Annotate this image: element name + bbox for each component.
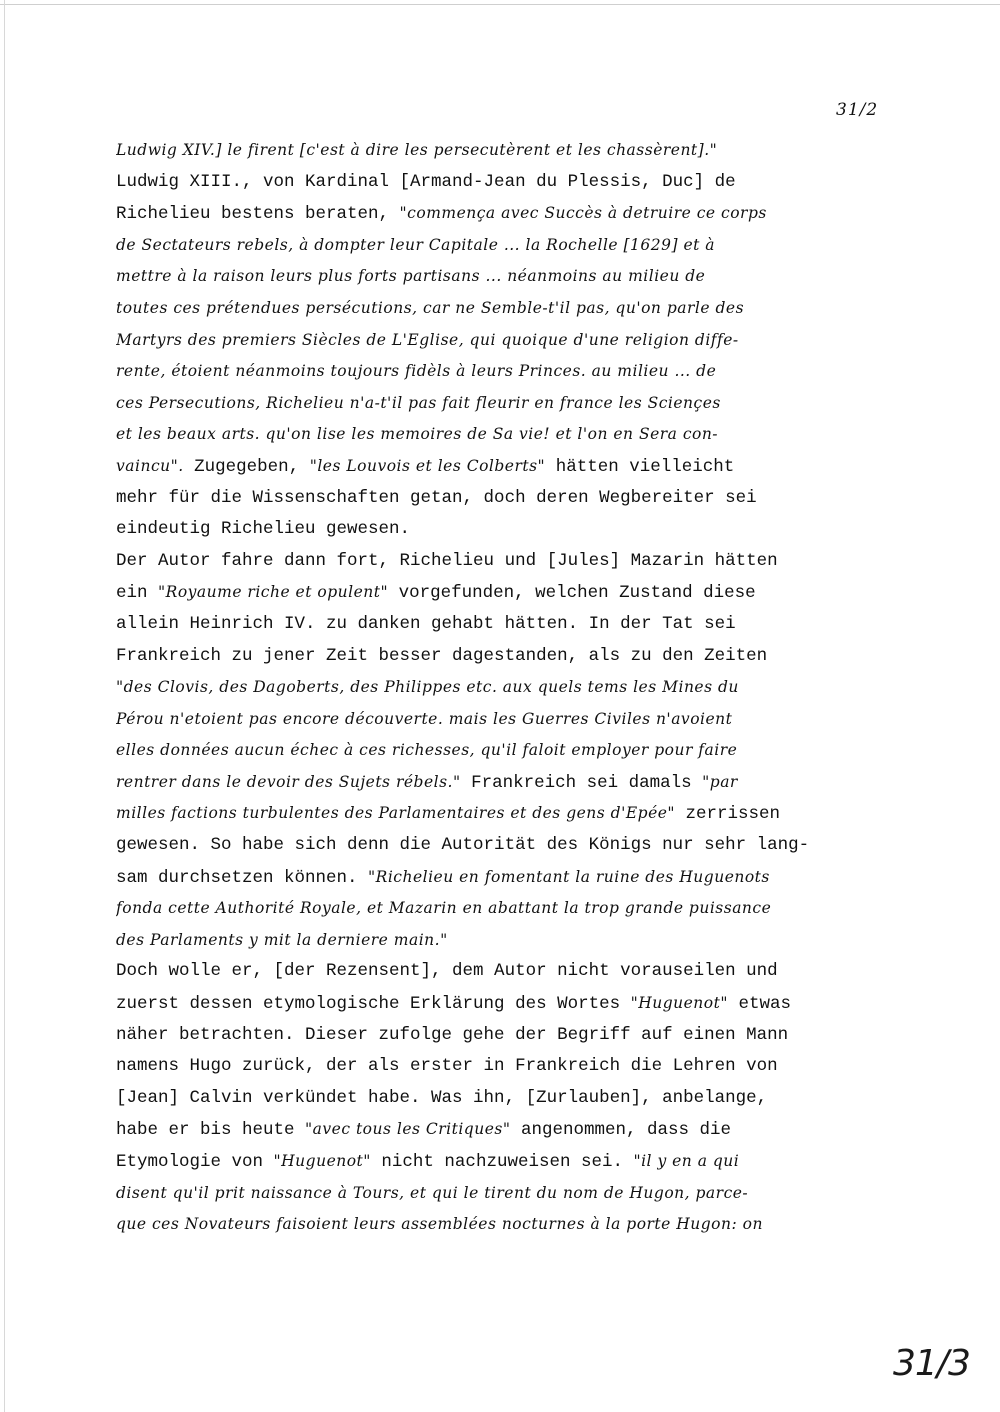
text-line xyxy=(116,1114,906,1146)
text-line xyxy=(116,1051,906,1083)
german-text: namens Hugo zurück, der als erster in Frankreich die Lehren von xyxy=(116,1056,778,1077)
german-text: Frankreich sei damals xyxy=(460,772,703,793)
text-line xyxy=(116,1209,906,1241)
page-number: 31/2 xyxy=(836,100,879,120)
quoted-french-text: "par xyxy=(702,772,738,791)
german-text: vorgefunden, welchen Zustand diese xyxy=(388,583,756,604)
german-text: nicht nachzuweisen sei. xyxy=(370,1152,634,1172)
quoted-french-text: "Huguenot" xyxy=(273,1152,371,1170)
text-line xyxy=(116,672,906,704)
german-text: zerrissen xyxy=(675,804,781,825)
text-line xyxy=(116,988,906,1020)
text-line xyxy=(116,135,906,167)
quoted-french-text: vaincu". xyxy=(116,456,184,475)
quoted-french-text: et les beaux arts. qu'on lise les memoires de Sa vie! et l'on en Sera con- xyxy=(116,425,719,444)
text-line xyxy=(116,1146,906,1178)
text-line xyxy=(116,1020,906,1052)
german-text: etwas xyxy=(727,994,791,1015)
text-line xyxy=(116,1178,906,1210)
german-text: ein xyxy=(116,583,159,604)
quoted-french-text: "Huguenot" xyxy=(630,994,728,1013)
text-line xyxy=(116,230,906,262)
quoted-french-text: "des Clovis, des Dagoberts, des Philippes etc. aux quels tems les Mines du xyxy=(116,678,739,697)
text-line xyxy=(116,325,906,357)
text-line xyxy=(116,798,906,830)
german-text: habe er bis heute xyxy=(116,1120,306,1141)
german-text: [Jean] Calvin verkündet habe. Was ihn, [Zurlauben], anbelange, xyxy=(116,1087,768,1108)
text-line xyxy=(116,483,906,515)
text-line xyxy=(116,451,906,483)
text-line xyxy=(116,356,906,388)
quoted-french-text: mettre à la raison leurs plus forts partisans ... néanmoins au milieu de xyxy=(116,267,706,286)
text-line xyxy=(116,641,906,673)
german-text: Doch wolle er, [der Rezensent], dem Autor nicht vorauseilen und xyxy=(116,961,778,982)
text-line xyxy=(116,261,906,293)
scan-edge-left xyxy=(4,0,5,1412)
text-line xyxy=(116,388,906,420)
text-line xyxy=(116,1083,906,1115)
text-line xyxy=(116,956,906,988)
text-line xyxy=(116,419,906,451)
quoted-french-text: "avec tous les Critiques" xyxy=(305,1120,511,1139)
german-text: mehr für die Wissenschaften getan, doch deren Wegbereiter sei xyxy=(116,487,757,508)
german-text: näher betrachten. Dieser zufolge gehe der Begriff auf einen Mann xyxy=(116,1024,789,1045)
text-line xyxy=(116,577,906,609)
quoted-french-text: Pérou n'etoient pas encore découverte. mais les Guerres Civiles n'avoient xyxy=(116,709,733,728)
german-text: Der Autor fahre dann fort, Richelieu und [Jules] Mazarin hätten xyxy=(116,550,778,571)
quoted-french-text: toutes ces prétendues persécutions, car ne Semble-t'il pas, qu'on parle des xyxy=(116,298,745,317)
quoted-french-text: "commença avec Succès à detruire ce corps xyxy=(399,204,767,223)
quoted-french-text: rente, étoient néanmoins toujours fidèls à leurs Princes. au milieu ... de xyxy=(116,362,717,381)
quoted-french-text: que ces Novateurs faisoient leurs assemblées nocturnes à la porte Hugon: on xyxy=(116,1215,763,1234)
quoted-french-text: elles données aucun échec à ces richesses, qu'il faloit employer pour faire xyxy=(116,741,738,760)
text-line xyxy=(116,546,906,578)
german-text: Richelieu bestens beraten, xyxy=(116,204,400,225)
text-line xyxy=(116,293,906,325)
text-line xyxy=(116,830,906,862)
quoted-french-text: Martyrs des premiers Siècles de L'Eglise, qui quoique d'une religion diffe- xyxy=(116,330,739,349)
quoted-french-text: des Parlaments y mit la derniere main." xyxy=(116,930,448,949)
text-line xyxy=(116,925,906,957)
document-body xyxy=(116,135,906,1241)
text-line xyxy=(116,514,906,546)
quoted-french-text: "Royaume riche et opulent" xyxy=(158,583,389,602)
quoted-french-text: rentrer dans le devoir des Sujets rébels." xyxy=(116,772,461,791)
german-text: allein Heinrich IV. zu danken gehabt hätten. In der Tat sei xyxy=(116,613,736,634)
german-text: Etymologie von xyxy=(116,1152,274,1172)
text-line xyxy=(116,167,906,199)
quoted-french-text: de Sectateurs rebels, à dompter leur Capitale ... la Rochelle [1629] et à xyxy=(116,235,716,254)
text-line xyxy=(116,198,906,230)
text-line xyxy=(116,767,906,799)
german-text: zuerst dessen etymologische Erklärung des Wortes xyxy=(116,994,631,1015)
scan-edge-top xyxy=(0,4,1000,5)
text-line xyxy=(116,735,906,767)
german-text: Zugegeben, xyxy=(183,456,310,477)
german-text: Frankreich zu jener Zeit besser dagestanden, als zu den Zeiten xyxy=(116,645,768,666)
quoted-french-text: Ludwig XIV.] le firent [c'est à dire les persecutèrent et les chassèrent]." xyxy=(116,141,718,159)
text-line xyxy=(116,893,906,925)
quoted-french-text: ces Persecutions, Richelieu n'a-t'il pas fait fleurir en france les Sciençes xyxy=(116,393,721,412)
quoted-french-text: milles factions turbulentes des Parlamentaires et des gens d'Epée" xyxy=(116,804,676,823)
german-text: hätten vielleicht xyxy=(545,456,735,477)
text-line xyxy=(116,609,906,641)
german-text: angenommen, dass die xyxy=(510,1120,731,1141)
text-line xyxy=(116,704,906,736)
quoted-french-text: "Richelieu en fomentant la ruine des Huguenots xyxy=(368,867,770,886)
german-text: Ludwig XIII., von Kardinal [Armand-Jean du Plessis, Duc] de xyxy=(116,171,736,192)
german-text: gewesen. So habe sich denn die Autorität des Königs nur sehr lang- xyxy=(116,835,810,856)
quoted-french-text: "les Louvois et les Colberts" xyxy=(309,456,546,475)
german-text: sam durchsetzen können. xyxy=(116,867,369,888)
quoted-french-text: fonda cette Authorité Royale, et Mazarin en abattant la trop grande puissance xyxy=(116,899,772,918)
quoted-french-text: disent qu'il prit naissance à Tours, et qui le tirent du nom de Hugon, parce- xyxy=(116,1183,749,1202)
german-text: eindeutig Richelieu gewesen. xyxy=(116,519,411,540)
handwritten-folio-number: 31/3 xyxy=(893,1343,970,1384)
text-line xyxy=(116,862,906,894)
quoted-french-text: "il y en a qui xyxy=(633,1152,740,1170)
